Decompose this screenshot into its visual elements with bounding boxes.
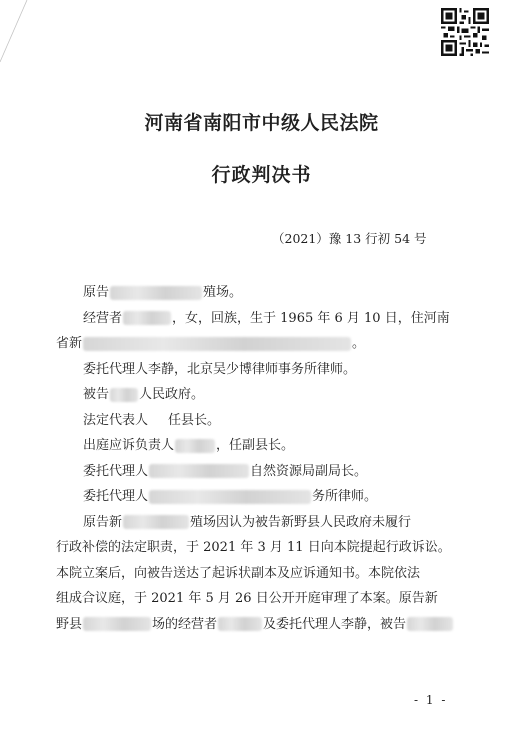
redaction-block (83, 337, 351, 351)
narrative-line-2 (56, 535, 464, 561)
plaintiff-line (56, 280, 464, 306)
page-number: - 1 - (414, 693, 448, 707)
redaction-block (123, 311, 171, 325)
operator-label: 经营者 (83, 310, 123, 326)
agent-line (56, 357, 464, 383)
redaction-block (149, 464, 249, 478)
redaction-block (110, 388, 138, 402)
judgment-body (56, 280, 464, 637)
agent3-suffix: 务所律师。 (312, 489, 378, 504)
redaction-block (123, 515, 189, 529)
address-label: 省新 (56, 336, 83, 351)
agent-text: 委托代理人李静，北京吴少博律师事务所律师。 (83, 361, 357, 377)
address-line (56, 331, 464, 357)
narrative-text: 行政补偿的法定职责，于 2021 年 3 月 11 日向本院提起行政诉讼。 (56, 540, 451, 555)
court-title: 河南省南阳市中级人民法院 (144, 112, 379, 134)
agent3-label: 委托代理人 (83, 489, 149, 504)
agent2-line (56, 459, 464, 485)
officer-suffix: ，任副县长。 (216, 438, 295, 453)
narrative-line-5 (56, 612, 464, 638)
agent3-line (56, 484, 464, 510)
narrative-text: 殖场因认为被告新野县人民政府未履行 (190, 514, 412, 530)
narrative-text: 及委托代理人李静，被告 (263, 616, 407, 632)
case-number: （2021）豫 13 行初 54 号 (272, 231, 427, 246)
redaction-block (149, 490, 311, 504)
defendant-line (56, 382, 464, 408)
plaintiff-label: 原告 (83, 285, 110, 300)
narrative-text: 场的经营者 (152, 616, 218, 632)
defendant-suffix: 人民政府。 (139, 387, 205, 402)
legal-rep-suffix: 任县长。 (168, 412, 221, 428)
address-suffix: 。 (352, 336, 366, 351)
narrative-text: 组成合议庭，于 2021 年 5 月 26 日公开开庭审理了本案。原告新 (56, 591, 438, 606)
legal-rep-label: 法定代表人 (83, 412, 149, 428)
narrative-line-3 (56, 561, 464, 587)
redaction-block (83, 617, 151, 631)
narrative-text: 本院立案后，向被告送达了起诉状副本及应诉通知书。本院依法 (56, 565, 421, 581)
qr-code-icon (441, 8, 489, 56)
defendant-label: 被告 (83, 387, 110, 402)
narrative-line-1 (56, 510, 464, 536)
operator-details: ，女，回族，生于 1965 年 6 月 10 日，住河南 (172, 310, 450, 326)
redaction-block (218, 617, 262, 631)
agent2-suffix: 自然资源局副局长。 (250, 463, 368, 479)
narrative-line-4 (56, 586, 464, 612)
fold-line (0, 0, 60, 70)
plaintiff-suffix: 殖场。 (203, 285, 243, 300)
narrative-text: 原告新 (83, 514, 123, 530)
narrative-text: 野县 (56, 616, 83, 632)
officer-label: 出庭应诉负责人 (83, 438, 175, 453)
redaction-block (175, 439, 215, 453)
operator-line (56, 306, 464, 332)
redaction-block (110, 286, 202, 300)
redaction-block (407, 617, 453, 631)
document-type-title: 行政判决书 (211, 164, 312, 186)
agent2-label: 委托代理人 (83, 463, 149, 479)
officer-line (56, 433, 464, 459)
legal-rep-line (56, 408, 464, 434)
